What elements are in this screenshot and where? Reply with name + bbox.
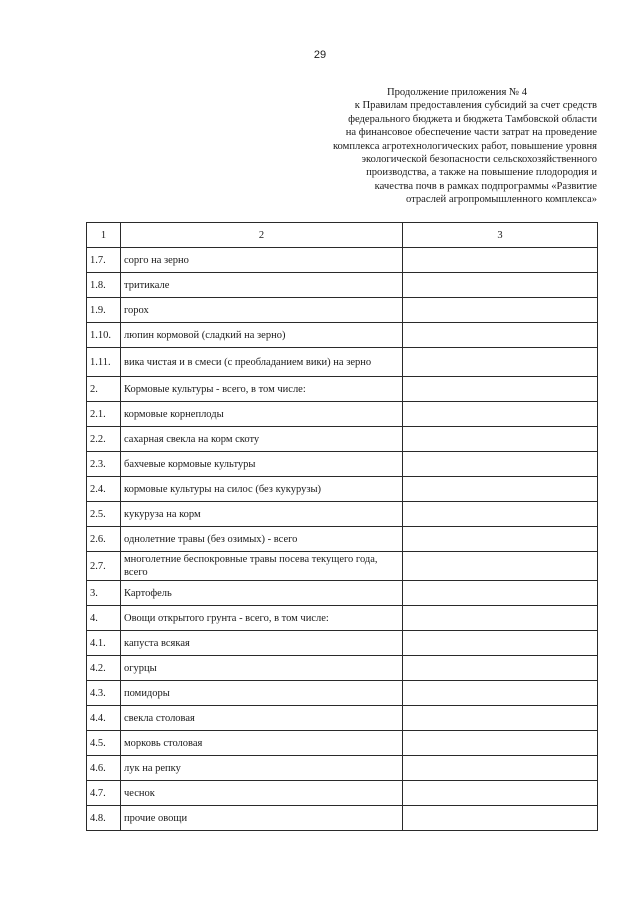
row-number: 2.3.: [87, 452, 121, 477]
appendix-header-line: на финансовое обеспечение части затрат на проведение: [345, 127, 597, 139]
crop-name: люпин кормовой (сладкий на зерно): [121, 323, 403, 348]
table-row: [87, 756, 598, 781]
value-cell: [403, 502, 598, 527]
row-number: 4.7.: [87, 781, 121, 806]
value-cell: [403, 631, 598, 656]
table-row: [87, 273, 598, 298]
table-row: [87, 606, 598, 631]
value-cell: [403, 427, 598, 452]
value-cell: [403, 402, 598, 427]
table-row: [87, 656, 598, 681]
crop-name: бахчевые кормовые культуры: [121, 452, 403, 477]
value-cell: [403, 552, 598, 581]
table-row: [87, 348, 598, 377]
row-number: 4.4.: [87, 706, 121, 731]
crop-name: морковь столовая: [121, 731, 403, 756]
table-row: [87, 552, 598, 581]
crop-name: кормовые культуры на силос (без кукурузы): [121, 477, 403, 502]
appendix-header: [277, 86, 597, 207]
row-number: 2.4.: [87, 477, 121, 502]
value-cell: [403, 248, 598, 273]
row-number: 2.: [87, 377, 121, 402]
appendix-header-line: производства, а также на повышение плодородия и: [366, 167, 597, 179]
table-header-row: [87, 223, 598, 248]
crop-name: чеснок: [121, 781, 403, 806]
row-number: 1.7.: [87, 248, 121, 273]
row-number: 4.5.: [87, 731, 121, 756]
column-header-3: 3: [403, 223, 598, 248]
column-header-1: 1: [87, 223, 121, 248]
table-row: [87, 731, 598, 756]
appendix-header-line: комплекса агротехнологических работ, повышение уровня: [332, 140, 597, 152]
row-number: 1.9.: [87, 298, 121, 323]
table-row: [87, 248, 598, 273]
row-number: 1.8.: [87, 273, 121, 298]
crop-name: Кормовые культуры - всего, в том числе:: [121, 377, 403, 402]
appendix-header-line: к Правилам предоставления субсидий за счет средств: [354, 100, 597, 112]
crop-name: Картофель: [121, 581, 403, 606]
value-cell: [403, 477, 598, 502]
table-row: [87, 502, 598, 527]
crop-name: кукуруза на корм: [121, 502, 403, 527]
row-number: 2.1.: [87, 402, 121, 427]
appendix-header-line: отраслей агропромышленного комплекса»: [405, 194, 597, 206]
column-header-2: 2: [121, 223, 403, 248]
row-number: 4.8.: [87, 806, 121, 831]
table-row: [87, 323, 598, 348]
crop-name: горох: [121, 298, 403, 323]
value-cell: [403, 527, 598, 552]
row-number: 4.1.: [87, 631, 121, 656]
appendix-header-line: экологической безопасности сельскохозяйственного: [361, 154, 597, 166]
value-cell: [403, 756, 598, 781]
value-cell: [403, 706, 598, 731]
value-cell: [403, 452, 598, 477]
value-cell: [403, 581, 598, 606]
table-row: [87, 706, 598, 731]
table-row: [87, 452, 598, 477]
crop-name: помидоры: [121, 681, 403, 706]
table-row: [87, 427, 598, 452]
page-number: 29: [313, 49, 327, 61]
row-number: 1.11.: [87, 348, 121, 377]
value-cell: [403, 606, 598, 631]
crop-name: вика чистая и в смеси (с преобладанием вики) на зерно: [121, 348, 403, 377]
value-cell: [403, 377, 598, 402]
row-number: 1.10.: [87, 323, 121, 348]
value-cell: [403, 681, 598, 706]
appendix-header-line: федерального бюджета и бюджета Тамбовской области: [348, 113, 597, 125]
value-cell: [403, 781, 598, 806]
crop-name: прочие овощи: [121, 806, 403, 831]
table-row: [87, 527, 598, 552]
table-row: [87, 681, 598, 706]
row-number: 2.2.: [87, 427, 121, 452]
crop-name: кормовые корнеплоды: [121, 402, 403, 427]
appendix-title: Продолжение приложения № 4: [386, 87, 528, 98]
crop-name: сахарная свекла на корм скоту: [121, 427, 403, 452]
crop-name: свекла столовая: [121, 706, 403, 731]
table-row: [87, 806, 598, 831]
value-cell: [403, 273, 598, 298]
crop-name: капуста всякая: [121, 631, 403, 656]
row-number: 2.6.: [87, 527, 121, 552]
row-number: 4.2.: [87, 656, 121, 681]
table-row: [87, 402, 598, 427]
value-cell: [403, 731, 598, 756]
crop-name: лук на репку: [121, 756, 403, 781]
crop-name: многолетние беспокровные травы посева текущего года, всего: [121, 552, 403, 581]
row-number: 4.6.: [87, 756, 121, 781]
crop-name: сорго на зерно: [121, 248, 403, 273]
appendix-header-line: качества почв в рамках подпрограммы «Развитие: [374, 180, 597, 192]
table-row: [87, 377, 598, 402]
value-cell: [403, 656, 598, 681]
row-number: 4.: [87, 606, 121, 631]
crop-name: Овощи открытого грунта - всего, в том числе:: [121, 606, 403, 631]
crop-name: однолетние травы (без озимых) - всего: [121, 527, 403, 552]
row-number: 4.3.: [87, 681, 121, 706]
table-row: [87, 581, 598, 606]
value-cell: [403, 323, 598, 348]
table-row: [87, 298, 598, 323]
subsidy-table: [86, 222, 598, 831]
table-row: [87, 781, 598, 806]
row-number: 2.5.: [87, 502, 121, 527]
value-cell: [403, 806, 598, 831]
crop-name: огурцы: [121, 656, 403, 681]
row-number: 2.7.: [87, 552, 121, 581]
value-cell: [403, 348, 598, 377]
table-row: [87, 631, 598, 656]
row-number: 3.: [87, 581, 121, 606]
value-cell: [403, 298, 598, 323]
table-body: [87, 223, 598, 831]
table-row: [87, 477, 598, 502]
crop-name: тритикале: [121, 273, 403, 298]
